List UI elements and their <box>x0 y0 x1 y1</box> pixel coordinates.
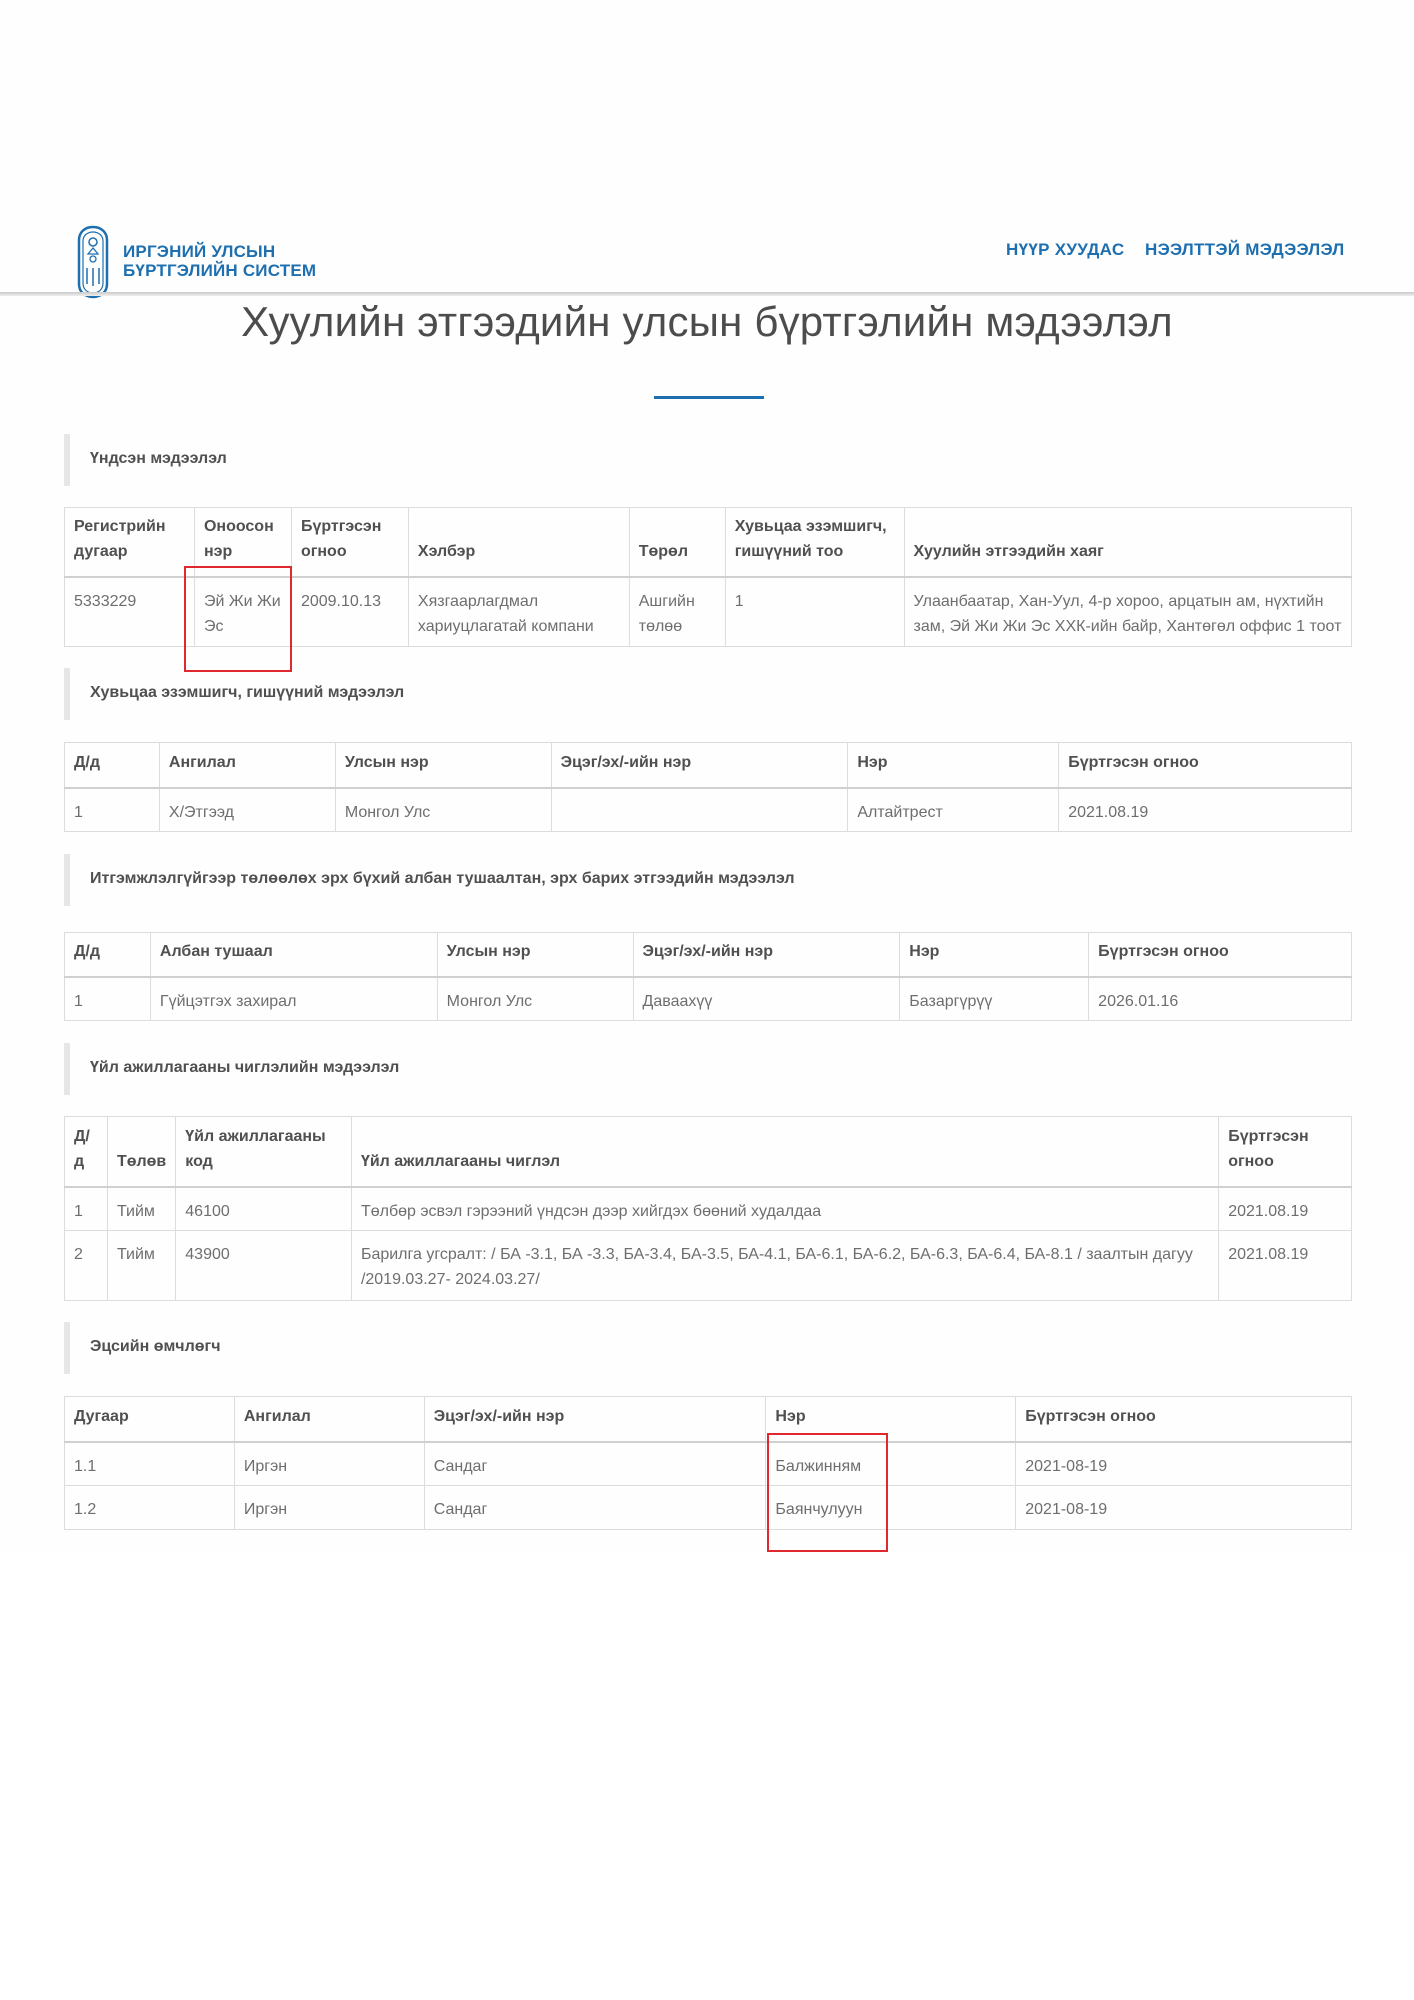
column-header: Оноосон нэр <box>194 508 291 577</box>
column-header: Нэр <box>848 743 1059 788</box>
table-row <box>65 1231 1352 1301</box>
column-header: Нэр <box>766 1397 1016 1442</box>
table-cell: 1 <box>65 788 160 832</box>
highlight-box-owner-names <box>767 1433 888 1552</box>
section-shareholders-title: Хувьцаа эзэмшигч, гишүүний мэдээлэл <box>90 684 405 701</box>
column-header: Ангилал <box>234 1397 424 1442</box>
column-header: Бүртгэсэн огноо <box>1219 1117 1352 1187</box>
header-divider <box>0 292 1414 296</box>
page-title: Хуулийн этгээдийн улсын бүртгэлийн мэдээлэл <box>241 298 1173 345</box>
table-cell: Гүйцэтгэх захирал <box>150 977 437 1021</box>
column-header: Албан тушаал <box>150 933 437 977</box>
table-header-row <box>65 743 1352 788</box>
table-cell: Иргэн <box>234 1486 424 1530</box>
table-cell: 1 <box>65 1187 108 1231</box>
table-cell: 2021.08.19 <box>1219 1231 1352 1301</box>
column-header: Төлөв <box>107 1117 175 1187</box>
column-header: Үйл ажиллагааны код <box>176 1117 352 1187</box>
section-activities-heading <box>64 1043 400 1095</box>
section-officials-heading <box>64 854 795 906</box>
table-row <box>65 1187 1352 1231</box>
address-cell: Улаанбаатар, Хан-Уул, 4-р хороо, арцатын ам, нүхтийн зам, Эй Жи Жи Эс ХХК-ийн байр, Хантөгөл оффис 1 тоот <box>904 577 1351 647</box>
emblem-logo-icon[interactable] <box>76 224 110 300</box>
table-row <box>65 788 1352 832</box>
table-cell: 1 <box>65 977 151 1021</box>
column-header: Дугаар <box>65 1397 235 1442</box>
column-header: Д/д <box>65 933 151 977</box>
section-activities-title: Үйл ажиллагааны чиглэлийн мэдээлэл <box>90 1059 400 1076</box>
table-cell: 1.1 <box>65 1442 235 1486</box>
table-header-row <box>65 933 1352 977</box>
column-header: Бүртгэсэн огноо <box>1016 1397 1352 1442</box>
activities-table <box>64 1116 1352 1301</box>
table-cell: Төлбөр эсвэл гэрээний үндсэн дээр хийгдэх бөөний худалдаа <box>351 1187 1218 1231</box>
table-cell: Сандаг <box>424 1486 766 1530</box>
table-cell: Балжинням <box>766 1442 1016 1486</box>
beneficial-owners-table <box>64 1396 1352 1530</box>
table-cell: Даваахүү <box>633 977 900 1021</box>
column-header: Эцэг/эх/-ийн нэр <box>424 1397 766 1442</box>
column-header: Д/д <box>65 743 160 788</box>
table-cell: 2 <box>65 1231 108 1301</box>
column-header: Үйл ажиллагааны чиглэл <box>351 1117 1218 1187</box>
type-cell: Ашгийн төлөө <box>629 577 725 647</box>
column-header: Хувьцаа эзэмшигч, гишүүний тоо <box>725 508 904 577</box>
brand-line-2: БҮРТГЭЛИЙН СИСТЕМ <box>123 261 317 280</box>
table-cell: Алтайтрест <box>848 788 1059 832</box>
table-cell: Монгол Улс <box>335 788 551 832</box>
column-header: Бүртгэсэн огноо <box>1059 743 1352 788</box>
table-cell: Баянчулуун <box>766 1486 1016 1530</box>
column-header: Улсын нэр <box>335 743 551 788</box>
table-cell: 43900 <box>176 1231 352 1301</box>
table-cell: Тийм <box>107 1187 175 1231</box>
table-cell: Тийм <box>107 1231 175 1301</box>
column-header: Бүртгэсэн огноо <box>291 508 408 577</box>
column-header: Хэлбэр <box>408 508 629 577</box>
column-header: Регистрийн дугаар <box>65 508 195 577</box>
column-header: Д/д <box>65 1117 108 1187</box>
column-header: Төрөл <box>629 508 725 577</box>
table-cell <box>551 788 848 832</box>
section-shareholders-heading <box>64 668 405 720</box>
nav-open-data-link[interactable]: НЭЭЛТТЭЙ МЭДЭЭЛЭЛ <box>1145 240 1345 259</box>
table-cell: 1.2 <box>65 1486 235 1530</box>
table-cell: Сандаг <box>424 1442 766 1486</box>
brand-name[interactable] <box>123 242 316 280</box>
column-header: Бүртгэсэн огноо <box>1089 933 1352 977</box>
table-cell: 2021.08.19 <box>1059 788 1352 832</box>
section-basic-heading <box>64 434 227 486</box>
table-cell: Иргэн <box>234 1442 424 1486</box>
table-cell: Барилга угсралт: / БА -3.1, БА -3.3, БА-3.4, БА-3.5, БА-4.1, БА-6.1, БА-6.2, БА-6.3, БА-6.4, БА-8.1 / заалтын дагуу /2019.03.27- 2024.03.27/ <box>351 1231 1218 1301</box>
title-underline <box>654 396 764 399</box>
section-beneficial-heading <box>64 1322 221 1374</box>
section-officials-title: Итгэмжлэлгүйгээр төлөөлөх эрх бүхий албан тушаалтан, эрх барих этгээдийн мэдээлэл <box>90 870 795 887</box>
table-row <box>65 977 1352 1021</box>
table-cell: 2021-08-19 <box>1016 1442 1352 1486</box>
table-header-row <box>65 1397 1352 1442</box>
section-basic-title: Үндсэн мэдээлэл <box>90 450 227 467</box>
table-cell: Х/Этгээд <box>159 788 335 832</box>
table-cell: 46100 <box>176 1187 352 1231</box>
brand-line-1: ИРГЭНИЙ УЛСЫН <box>123 242 276 261</box>
table-row <box>65 1442 1352 1486</box>
register-number-cell: 5333229 <box>65 577 195 647</box>
table-header-row <box>65 1117 1352 1187</box>
highlight-box-company-name <box>184 566 292 672</box>
registered-date-cell: 2009.10.13 <box>291 577 408 647</box>
column-header: Улсын нэр <box>437 933 633 977</box>
table-cell: 2021-08-19 <box>1016 1486 1352 1530</box>
table-row <box>65 1486 1352 1530</box>
officials-table <box>64 932 1352 1021</box>
column-header: Хуулийн этгээдийн хаяг <box>904 508 1351 577</box>
column-header: Ангилал <box>159 743 335 788</box>
column-header: Эцэг/эх/-ийн нэр <box>551 743 848 788</box>
column-header: Нэр <box>900 933 1089 977</box>
shareholder-count-cell: 1 <box>725 577 904 647</box>
column-header: Эцэг/эх/-ийн нэр <box>633 933 900 977</box>
section-beneficial-title: Эцсийн өмчлөгч <box>90 1338 221 1355</box>
nav-home-link[interactable]: НҮҮР ХУУДАС <box>1006 240 1125 259</box>
legal-form-cell: Хязгаарлагдмал хариуцлагатай компани <box>408 577 629 647</box>
table-cell: 2021.08.19 <box>1219 1187 1352 1231</box>
company-name-cell: Эй Жи Жи Эс <box>194 577 291 647</box>
table-cell: 2026.01.16 <box>1089 977 1352 1021</box>
table-cell: Базаргүрүү <box>900 977 1089 1021</box>
table-cell: Монгол Улс <box>437 977 633 1021</box>
shareholders-table <box>64 742 1352 832</box>
